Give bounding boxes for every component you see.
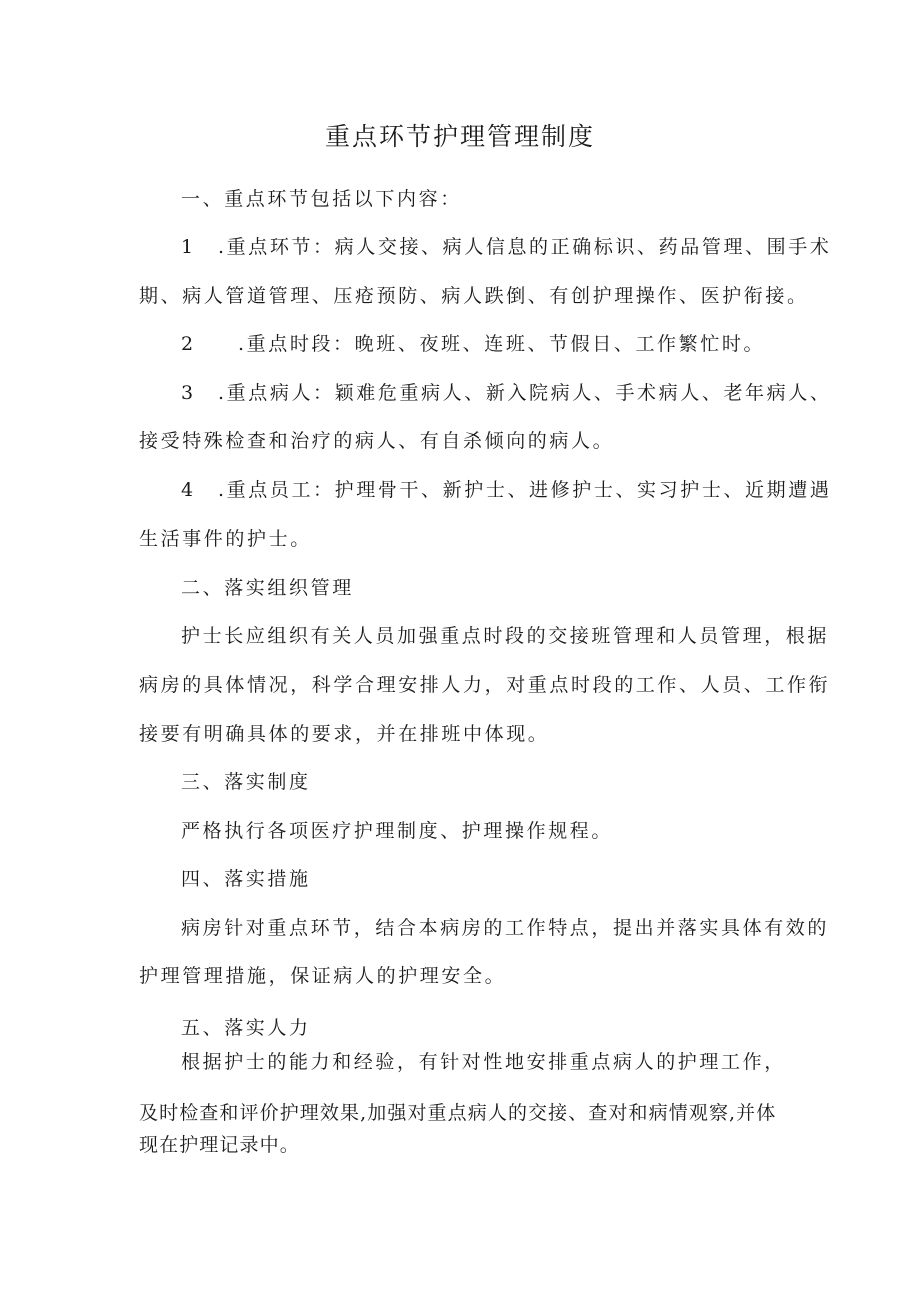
section-1-heading: 一、重点环节包括以下内容： [181,188,462,210]
item-4-line-2: 生活事件的护士。 [139,528,312,550]
item-4-text: .重点员工：护理骨干、新护士、进修护士、实习护士、近期遭遇 [218,479,832,501]
item-3-line-2: 接受特殊检查和治疗的病人、有自杀倾向的病人。 [139,430,615,452]
item-4-number: 4 [181,479,196,501]
section-4-line-2: 护理管理措施，保证病人的护理安全。 [139,965,507,987]
section-5-line-2: 及时检查和评价护理效果,加强对重点病人的交接、查对和病情观察,并体 [139,1102,777,1124]
item-4-line-1 [181,478,831,502]
item-2-number: 2 [181,333,196,355]
section-5-line-1: 根据护士的能力和经验，有针对性地安排重点病人的护理工作， [181,1051,786,1073]
item-3-text: .重点病人：颖难危重病人、新入院病人、手术病人、老年病人、 [218,382,832,404]
section-2-line-1: 护士长应组织有关人员加强重点时段的交接班管理和人员管理，根据 [181,625,830,647]
section-2-line-2: 病房的具体情况，科学合理安排人力，对重点时段的工作、人员、工作衔 [139,674,831,696]
item-1-line-1 [181,235,831,259]
section-3-heading: 三、落实制度 [181,771,311,793]
section-4-line-1: 病房针对重点环节，结合本病房的工作特点，提出并落实具体有效的 [181,917,830,939]
item-2-line-1 [181,332,765,356]
section-4-heading: 四、落实措施 [181,868,311,890]
section-5-heading: 五、落实人力 [181,1017,311,1039]
item-1-number: 1 [181,236,196,258]
item-1-text: .重点环节：病人交接、病人信息的正确标识、药品管理、围手术 [218,236,832,258]
section-5-line-3: 现在护理记录中。 [139,1134,300,1156]
document-title: 重点环节护理管理制度 [324,122,595,151]
section-2-line-3: 接要有明确具体的要求，并在排班中体现。 [139,723,550,745]
section-2-heading: 二、落实组织管理 [181,577,354,599]
item-2-text: .重点时段：晚班、夜班、连班、节假日、工作繁忙时。 [238,333,766,355]
item-3-line-1 [181,381,831,405]
item-3-number: 3 [181,382,196,404]
item-1-line-2: 期、病人管道管理、压疮预防、病人跌倒、有创护理操作、医护衔接。 [139,285,809,307]
section-3-line-1: 严格执行各项医疗护理制度、护理操作规程。 [181,820,614,842]
